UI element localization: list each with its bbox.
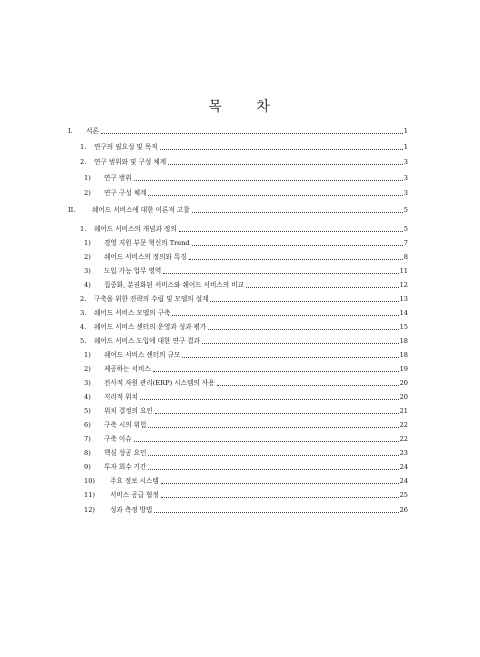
toc-leader-dots — [210, 301, 398, 302]
toc-leader-dots — [148, 469, 398, 470]
toc-leader-dots — [140, 399, 399, 400]
toc-entry-number: 12) — [84, 506, 95, 514]
toc-entry[interactable] — [0, 237, 480, 249]
toc-entry-number: 8) — [84, 449, 91, 457]
toc-entry-title: 쉐어드 서비스 센터의 규모 — [104, 351, 181, 359]
page-title: 목 차 — [208, 99, 272, 115]
toc-entry-number: 9) — [84, 463, 91, 471]
toc-entry[interactable] — [0, 223, 480, 235]
toc-entry-title: 주요 정보 시스템 — [110, 477, 159, 485]
toc-entry[interactable] — [0, 293, 480, 305]
toc-entry[interactable] — [0, 265, 480, 277]
toc-entry-page: 26 — [399, 506, 408, 514]
toc-entry-title: 경영 지원 부문 혁신의 Trend — [104, 239, 190, 247]
toc-entry-page: 18 — [399, 351, 408, 359]
toc-entry-number: 11) — [84, 491, 95, 499]
toc-entry-page: 13 — [399, 295, 408, 303]
toc-leader-dots — [246, 287, 399, 288]
toc-entry-title: 서론 — [86, 127, 99, 135]
toc-entry-page: 3 — [403, 174, 408, 182]
toc-entry-page: 3 — [403, 158, 408, 166]
toc-entry-page: 25 — [399, 491, 408, 499]
toc-entry-page: 5 — [403, 206, 408, 214]
toc-leader-dots — [101, 133, 403, 134]
toc-leader-dots — [192, 212, 403, 213]
toc-entry-title: 연구 범위 — [104, 174, 132, 182]
toc-entry-title: 구축 시의 위험 — [104, 421, 147, 429]
toc-entry-title: 성과 측정 방법 — [110, 506, 153, 514]
toc-entry-number: 3) — [84, 379, 91, 387]
toc-leader-dots — [161, 483, 399, 484]
toc-entry-page: 15 — [399, 323, 408, 331]
toc-entry-page: 7 — [403, 239, 408, 247]
toc-entry[interactable] — [0, 391, 480, 403]
toc-entry-title: 쉐어드 서비스 모델의 구축 — [94, 309, 171, 317]
toc-entry-number: 2. — [80, 158, 87, 166]
toc-entry[interactable] — [0, 125, 480, 137]
toc-entry-page: 5 — [403, 225, 408, 233]
toc-entry-title: 쉐어드 서비스 센터의 운영과 성과 평가 — [94, 323, 207, 331]
toc-entry-page: 18 — [399, 337, 408, 345]
toc-leader-dots — [153, 371, 399, 372]
toc-leader-dots — [168, 164, 403, 165]
toc-leader-dots — [172, 315, 398, 316]
toc-entry-number: 1. — [80, 143, 87, 151]
toc-entry-number: 2) — [84, 189, 91, 197]
toc-entry-number: 3) — [84, 267, 91, 275]
toc-entry-page: 20 — [399, 379, 408, 387]
toc-entry[interactable] — [0, 433, 480, 445]
toc-entry[interactable] — [0, 447, 480, 459]
toc-leader-dots — [134, 441, 399, 442]
toc-entry-page: 8 — [403, 253, 408, 261]
toc-entry-page: 3 — [403, 189, 408, 197]
toc-entry[interactable] — [0, 504, 480, 516]
toc-entry-number: 2) — [84, 365, 91, 373]
toc-entry[interactable] — [0, 251, 480, 263]
toc-entry[interactable] — [0, 489, 480, 501]
toc-entry-title: 투자 회수 기간 — [104, 463, 147, 471]
toc-entry-number: 2) — [84, 253, 91, 261]
toc-leader-dots — [148, 195, 402, 196]
toc-leader-dots — [148, 455, 398, 456]
toc-entry-number: 1) — [84, 351, 91, 359]
toc-leader-dots — [182, 357, 398, 358]
toc-entry[interactable] — [0, 204, 480, 216]
toc-entry[interactable] — [0, 363, 480, 375]
toc-leader-dots — [208, 329, 398, 330]
toc-entry-number: 5. — [80, 337, 87, 345]
toc-leader-dots — [148, 427, 398, 428]
toc-entry-title: 지리적 위치 — [104, 393, 138, 401]
toc-entry-title: 서비스 공급 협정 — [110, 491, 159, 499]
toc-entry-number: 1) — [84, 239, 91, 247]
toc-entry-title: 연구의 필요성 및 목적 — [94, 143, 158, 151]
toc-entry[interactable] — [0, 419, 480, 431]
toc-entry-number: 3. — [80, 309, 87, 317]
toc-entry-title: 쉐어드 서비스의 정의와 특징 — [104, 253, 187, 261]
toc-entry-page: 1 — [403, 127, 408, 135]
toc-leader-dots — [155, 413, 399, 414]
toc-entry[interactable] — [0, 141, 480, 153]
toc-leader-dots — [154, 512, 398, 513]
toc-entry-number: 4. — [80, 323, 87, 331]
toc-leader-dots — [189, 259, 403, 260]
toc-entry[interactable] — [0, 405, 480, 417]
toc-entry-number: 5) — [84, 407, 91, 415]
toc-entry-page: 14 — [399, 309, 408, 317]
toc-entry-number: 4) — [84, 393, 91, 401]
toc-entry-page: 22 — [399, 421, 408, 429]
toc-entry-page: 11 — [399, 267, 408, 275]
toc-entry-title: 연구 범위와 및 구성 체계 — [94, 158, 167, 166]
toc-entry-page: 23 — [399, 449, 408, 457]
toc-leader-dots — [217, 385, 399, 386]
toc-entry-page: 19 — [399, 365, 408, 373]
toc-entry-page: 1 — [403, 143, 408, 151]
toc-entry-page: 20 — [399, 393, 408, 401]
toc-entry[interactable] — [0, 307, 480, 319]
toc-entry-number: 4) — [84, 281, 91, 289]
toc-entry-title: 전사적 자원 관리(ERP) 시스템의 사용 — [104, 379, 215, 387]
toc-entry-page: 24 — [399, 477, 408, 485]
toc-entry-page: 24 — [399, 463, 408, 471]
toc-entry-title: 쉐어드 서비스에 대한 이론적 고찰 — [92, 206, 190, 214]
toc-entry-title: 구축 이슈 — [104, 435, 132, 443]
toc-entry[interactable] — [0, 187, 480, 199]
toc-entry-title: 위치 결정의 요인 — [104, 407, 153, 415]
toc-entry-page: 21 — [399, 407, 408, 415]
toc-entry[interactable] — [0, 475, 480, 487]
toc-entry[interactable] — [0, 279, 480, 291]
toc-leader-dots — [163, 273, 398, 274]
toc-entry-number: II. — [68, 206, 76, 214]
toc-leader-dots — [134, 180, 403, 181]
toc-entry-title: 쉐어드 서비스 도입에 대한 연구 결과 — [94, 337, 201, 345]
toc-entry-title: 집중화, 분권화된 서비스와 쉐어드 서비스의 비교 — [104, 281, 244, 289]
toc-entry-page: 22 — [399, 435, 408, 443]
toc-entry-number: 1) — [84, 174, 91, 182]
toc-leader-dots — [160, 149, 403, 150]
toc-leader-dots — [192, 245, 403, 246]
toc-entry-title: 핵심 성공 요인 — [104, 449, 147, 457]
toc-entry-number: 7) — [84, 435, 91, 443]
toc-leader-dots — [161, 497, 399, 498]
toc-entry[interactable] — [0, 156, 480, 168]
toc-entry-number: 1. — [80, 225, 87, 233]
toc-entry[interactable] — [0, 172, 480, 184]
toc-entry-title: 연구 구성 체계 — [104, 189, 147, 197]
toc-entry[interactable] — [0, 349, 480, 361]
toc-entry[interactable] — [0, 321, 480, 333]
toc-entry-number: 10) — [84, 477, 95, 485]
toc-entry-title: 제공하는 서비스 — [104, 365, 151, 373]
toc-entry-number: I. — [68, 127, 73, 135]
toc-entry-page: 12 — [399, 281, 408, 289]
toc-entry-title: 구축을 위한 전략의 수립 및 모델의 설계 — [94, 295, 209, 303]
toc-leader-dots — [202, 343, 399, 344]
toc-leader-dots — [179, 231, 403, 232]
toc-entry-title: 쉐어드 서비스의 개념과 정의 — [94, 225, 177, 233]
toc-entry-number: 2. — [80, 295, 87, 303]
toc-entry-number: 6) — [84, 421, 91, 429]
toc-entry-title: 도입 가능 업무 영역 — [104, 267, 162, 275]
toc-entry[interactable] — [0, 461, 480, 473]
toc-entry[interactable] — [0, 335, 480, 347]
toc-entry[interactable] — [0, 377, 480, 389]
